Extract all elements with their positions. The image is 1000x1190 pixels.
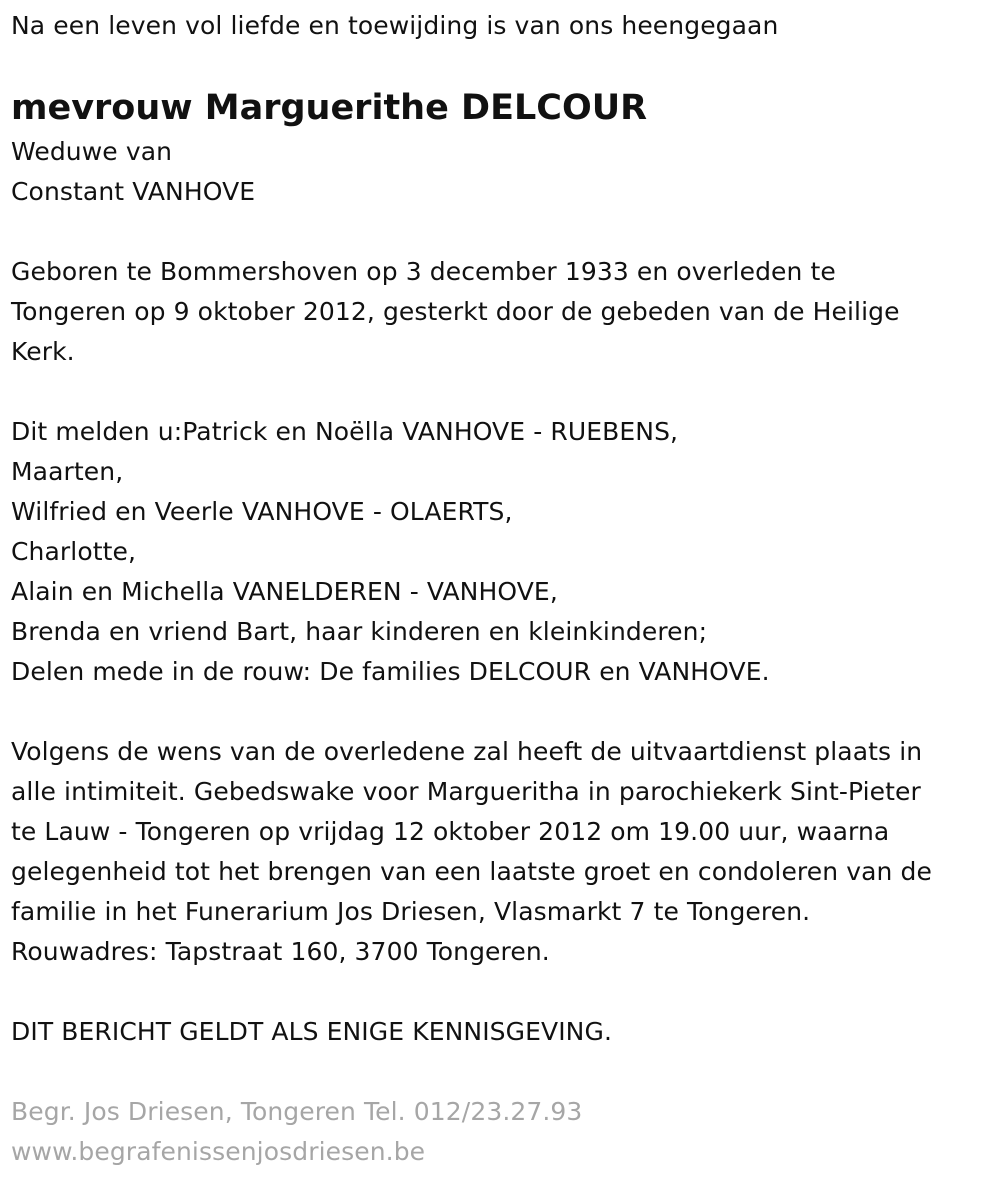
- undertaker-info: Begr. Jos Driesen, Tongeren Tel. 012/23.27.93: [11, 1097, 583, 1126]
- announcer-line: Delen mede in de rouw: De families DELCOUR en VANHOVE.: [11, 657, 770, 686]
- announcer-line: Alain en Michella VANELDEREN - VANHOVE,: [11, 577, 558, 606]
- announcer-line: Maarten,: [11, 457, 124, 486]
- announcer-line: Wilfried en Veerle VANHOVE - OLAERTS,: [11, 497, 513, 526]
- funeral-info-line: familie in het Funerarium Jos Driesen, Vlasmarkt 7 te Tongeren.: [11, 897, 811, 926]
- announcer-line: Dit melden u:Patrick en Noëlla VANHOVE - RUEBENS,: [11, 417, 679, 446]
- deceased-name: mevrouw Marguerithe DELCOUR: [11, 88, 648, 128]
- funeral-info-line: Volgens de wens van de overledene zal heeft de uitvaartdienst plaats in: [11, 737, 923, 766]
- announcer-line: Charlotte,: [11, 537, 137, 566]
- funeral-info-line: gelegenheid tot het brengen van een laatste groet en condoleren van de: [11, 857, 932, 886]
- announcer-line: Brenda en vriend Bart, haar kinderen en kleinkinderen;: [11, 617, 708, 646]
- funeral-info-line: alle intimiteit. Gebedswake voor Margueritha in parochiekerk Sint-Pieter: [11, 777, 921, 806]
- birth-death-paragraph: [11, 252, 990, 372]
- birth-death-line: Tongeren op 9 oktober 2012, gesterkt door de gebeden van de Heilige: [11, 297, 900, 326]
- notice-text: DIT BERICHT GELDT ALS ENIGE KENNISGEVING.: [11, 1017, 612, 1046]
- birth-death-line: Geboren te Bommershoven op 3 december 1933 en overleden te: [11, 257, 836, 286]
- funeral-info-line: Rouwadres: Tapstraat 160, 3700 Tongeren.: [11, 937, 550, 966]
- announcers-paragraph: [11, 412, 990, 692]
- widow-label: Weduwe van: [11, 137, 173, 166]
- birth-death-line: Kerk.: [11, 337, 75, 366]
- funeral-info-line: te Lauw - Tongeren op vrijdag 12 oktober 2012 om 19.00 uur, waarna: [11, 817, 890, 846]
- funeral-info-paragraph: [11, 732, 990, 972]
- footer: [11, 1092, 990, 1172]
- spouse-name: Constant VANHOVE: [11, 177, 256, 206]
- website-link[interactable]: www.begrafenissenjosdriesen.be: [11, 1137, 426, 1166]
- intro-text: Na een leven vol liefde en toewijding is van ons heengegaan: [11, 11, 779, 40]
- notice-paragraph: [11, 1012, 990, 1052]
